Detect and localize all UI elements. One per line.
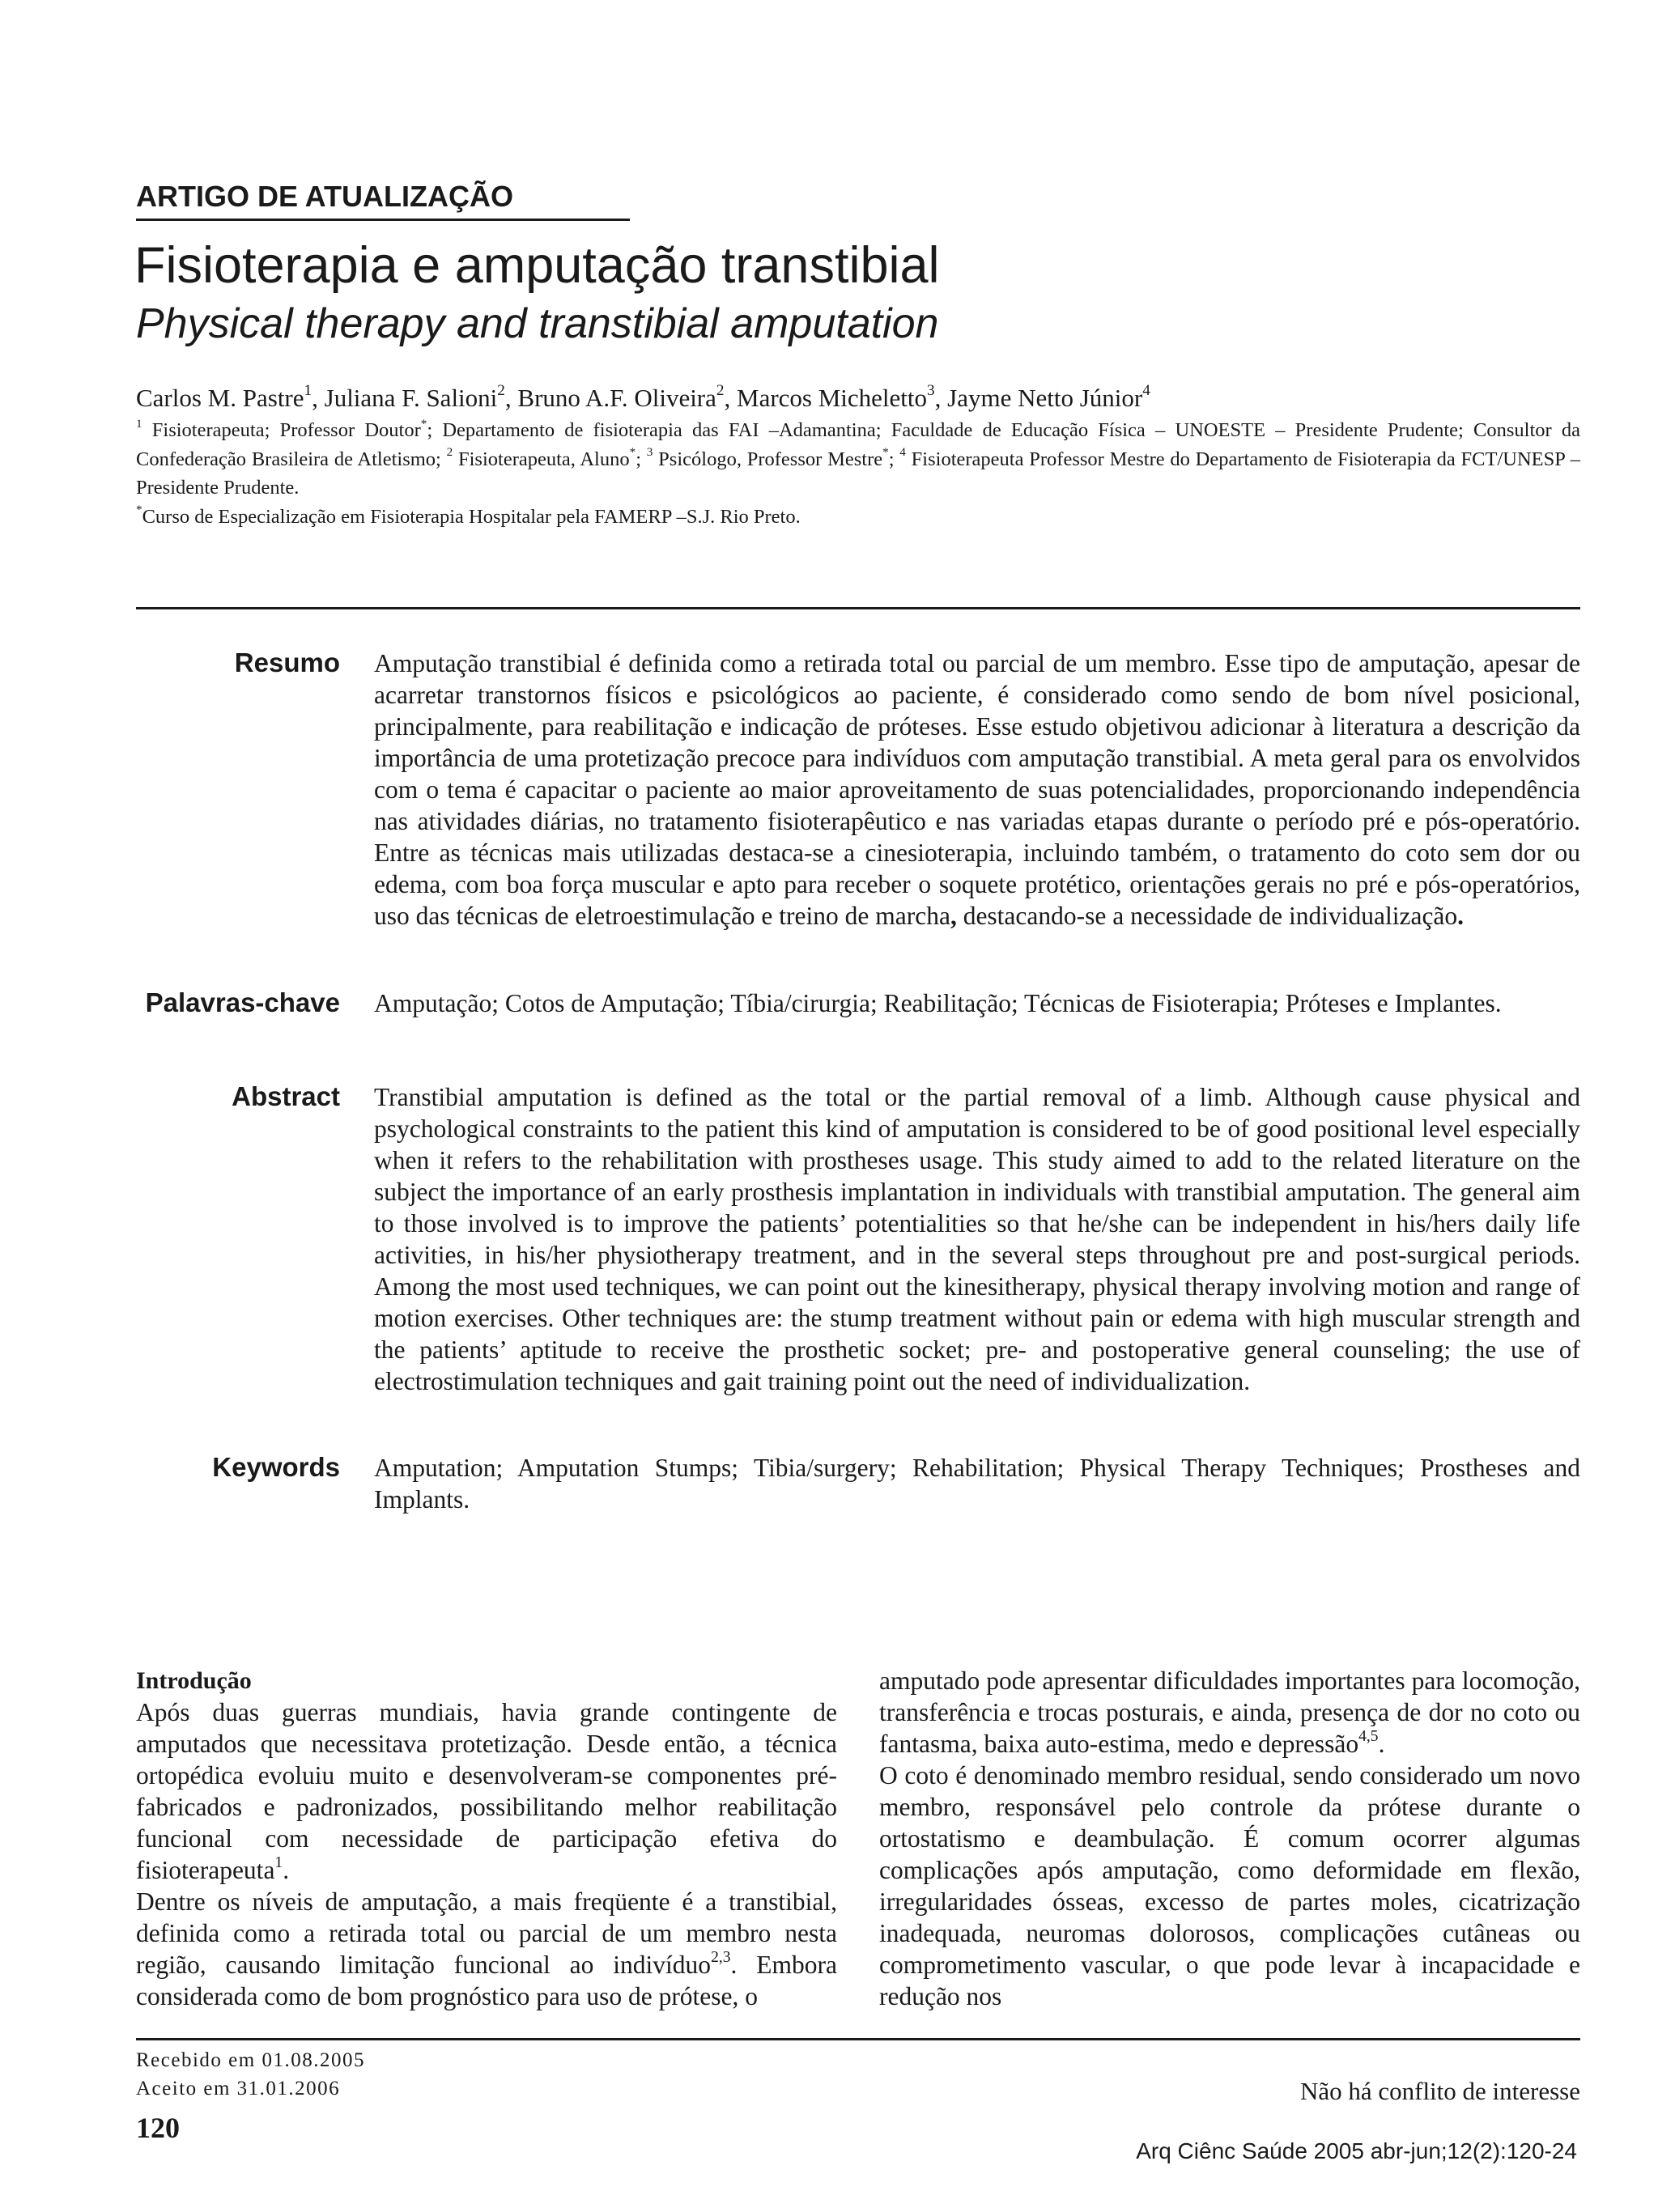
author: , Juliana F. Salioni xyxy=(312,384,498,412)
affiliation-text: ; xyxy=(888,448,900,470)
paragraph-text: . xyxy=(1378,1730,1385,1758)
section-underline xyxy=(136,219,630,221)
body-column-left xyxy=(136,1665,837,2012)
received-date: Recebido em 01.08.2005 xyxy=(136,2049,365,2071)
affiliation-text: Fisioterapeuta, Aluno xyxy=(453,448,630,470)
affiliation-mark: 1 xyxy=(136,416,142,431)
page-number: 120 xyxy=(136,2112,180,2144)
affiliation-mark: 4 xyxy=(899,445,906,460)
citation-mark: 4,5 xyxy=(1358,1727,1379,1745)
footer-rule xyxy=(136,2038,1580,2040)
affiliations xyxy=(136,416,1580,531)
section-label: ARTIGO DE ATUALIZAÇÃO xyxy=(136,180,513,213)
footnote-mark: * xyxy=(420,416,427,431)
body-paragraph xyxy=(136,1696,837,1886)
resumo-label: Resumo xyxy=(234,647,340,677)
paragraph-text: . Embora considerada como de bom prognóstico para uso de prótese, o xyxy=(136,1951,837,2010)
author-affiliation-mark: 1 xyxy=(304,381,312,399)
resumo-text xyxy=(374,647,1580,932)
accepted-date: Aceito em 31.01.2006 xyxy=(136,2078,341,2099)
resumo-comma: , xyxy=(950,902,957,930)
affiliation-text: Psicólogo, Professor Mestre xyxy=(653,448,883,470)
conflict-of-interest: Não há conflito de interesse xyxy=(1299,2077,1580,2105)
affiliation-mark: 3 xyxy=(646,445,653,460)
keywords-label: Keywords xyxy=(212,1452,340,1482)
affiliation-mark: 2 xyxy=(446,445,453,460)
paragraph-text: Dentre os níveis de amputação, a mais freqüente é a transtibial, definida como a retirada total ou parcial de um membro nesta região, causando limitação funcional ao indivíduo xyxy=(136,1887,837,1979)
resumo-body-end: destacando-se a necessidade de individualização xyxy=(956,902,1458,930)
body-paragraph xyxy=(136,1886,837,2012)
body-paragraph: O coto é denominado membro residual, sendo considerado um novo membro, responsável pelo controle da prótese durante o ortostatismo e deambulação. É comum ocorrer algumas complicações após amputação, como deformidade em flexão, irregularidades ósseas, excesso de partes moles, cicatrização inadequada, neuromas dolorosos, complicações cutâneas ou comprometimento vascular, o que pode levar à incapacidade e redução nos xyxy=(879,1761,1580,2010)
paragraph-text: . xyxy=(283,1856,290,1884)
palavras-chave-label: Palavras-chave xyxy=(145,987,340,1017)
footnote-mark: * xyxy=(136,503,142,517)
author: , Jayme Netto Júnior xyxy=(934,384,1143,412)
paragraph-text: amputado pode apresentar dificuldades importantes para locomoção, transferência e trocas posturais, e ainda, presença de dor no coto ou fantasma, baixa auto-estima, medo e depressão xyxy=(879,1666,1580,1758)
author-affiliation-mark: 3 xyxy=(927,381,935,399)
author-affiliation-mark: 4 xyxy=(1142,381,1150,399)
journal-citation: Arq Ciênc Saúde 2005 abr-jun;12(2):120-24 xyxy=(1136,2138,1577,2163)
abstract-label: Abstract xyxy=(232,1081,340,1111)
section-heading-introducao: Introdução xyxy=(136,1667,252,1694)
article-title-en: Physical therapy and transtibial amputation xyxy=(136,300,939,347)
palavras-chave-text: Amputação; Cotos de Amputação; Tíbia/cirurgia; Reabilitação; Técnicas de Fisioterapia; Próteses e Implantes. xyxy=(374,989,1502,1017)
citation-mark: 1 xyxy=(274,1853,283,1871)
footnote-mark: * xyxy=(882,445,889,460)
author: , Bruno A.F. Oliveira xyxy=(504,384,716,412)
citation-mark: 2,3 xyxy=(711,1948,731,1966)
body-paragraph xyxy=(879,1665,1580,1760)
affiliation-text: Fisioterapeuta; Professor Doutor xyxy=(142,419,421,441)
affiliation-text: ; xyxy=(636,448,647,470)
body-column-right xyxy=(879,1665,1580,2012)
affiliation-text: Fisioterapeuta Professor Mestre do Departamento de Fisioterapia da FCT/UNESP – Presidente Prudente. xyxy=(136,448,1580,499)
abstract-top-rule xyxy=(136,607,1580,609)
author-affiliation-mark: 2 xyxy=(716,381,725,399)
footnote-mark: * xyxy=(629,445,636,460)
author-list xyxy=(136,381,1150,413)
resumo-body: Amputação transtibial é definida como a retirada total ou parcial de um membro. Esse tipo de amputação, apesar de acarretar transtornos físicos e psicológicos ao paciente, é considerado como sendo de bom nível posicional, principalmente, para reabilitação e indicação de próteses. Esse estudo objetivou adicionar à literatura a descrição da importância de uma protetização precoce para indivíduos com amputação transtibial. A meta geral para os envolvidos com o tema é capacitar o paciente ao maior aproveitamento de suas potencialidades, proporcionando independência nas atividades diárias, no tratamento fisioterapêutico e nas variadas etapas durante o período pré e pós-operatório. Entre as técnicas mais utilizadas destaca-se a cinesioterapia, incluindo também, o tratamento do coto sem dor ou edema, com boa força muscular e apto para receber o soquete protético, orientações gerais no pré e pós-operatórios, uso das técnicas de eletroestimulação e treino de marcha xyxy=(374,649,1580,930)
author-affiliation-mark: 2 xyxy=(497,381,505,399)
abstract-text: Transtibial amputation is defined as the total or the partial removal of a limb. Although cause physical and psychological constraints to the patient this kind of amputation is considered to be of good positional level especially when it refers to the rehabilitation with prostheses usage. This study aimed to add to the related literature on the subject the importance of an early prosthesis implantation in individuals with transtibial amputation. The general aim to those involved is to improve the patients’ potentialities so that he/she can be independent in his/hers daily life activities, in his/her physiotherapy treatment, and in the several steps throughout pre and post-surgical periods. Among the most used techniques, we can point out the kinesitherapy, physical therapy involving motion and range of motion exercises. Other techniques are: the stump treatment without pain or edema with high muscular strength and the patients’ aptitude to receive the prosthetic socket; pre- and postoperative general counseling; the use of electrostimulation techniques and gait training point out the need of individualization. xyxy=(374,1083,1580,1395)
affiliation-text: ; Departamento de fisioterapia das FAI –Adamantina; Faculdade de Educação Física – UNOESTE – Presidente Prudente; Consultor da Confederação Brasileira de Atletismo; xyxy=(136,419,1580,470)
keywords-text: Amputation; Amputation Stumps; Tibia/surgery; Rehabilitation; Physical Therapy Techniques; Prostheses and Implants. xyxy=(374,1454,1580,1514)
paragraph-text: Após duas guerras mundiais, havia grande contingente de amputados que necessitava protetização. Desde então, a técnica ortopédica evoluiu muito e desenvolveram-se componentes pré-fabricados e padronizados, possibilitando melhor reabilitação funcional com necessidade de participação efetiva do fisioterapeuta xyxy=(136,1698,837,1884)
author: , Marcos Micheletto xyxy=(724,384,928,412)
author: Carlos M. Pastre xyxy=(136,384,304,412)
article-title-pt: Fisioterapia e amputação transtibial xyxy=(134,237,940,294)
resumo-period: . xyxy=(1457,902,1465,930)
affiliation-footnote: Curso de Especialização em Fisioterapia Hospitalar pela FAMERP –S.J. Rio Preto. xyxy=(142,505,801,528)
